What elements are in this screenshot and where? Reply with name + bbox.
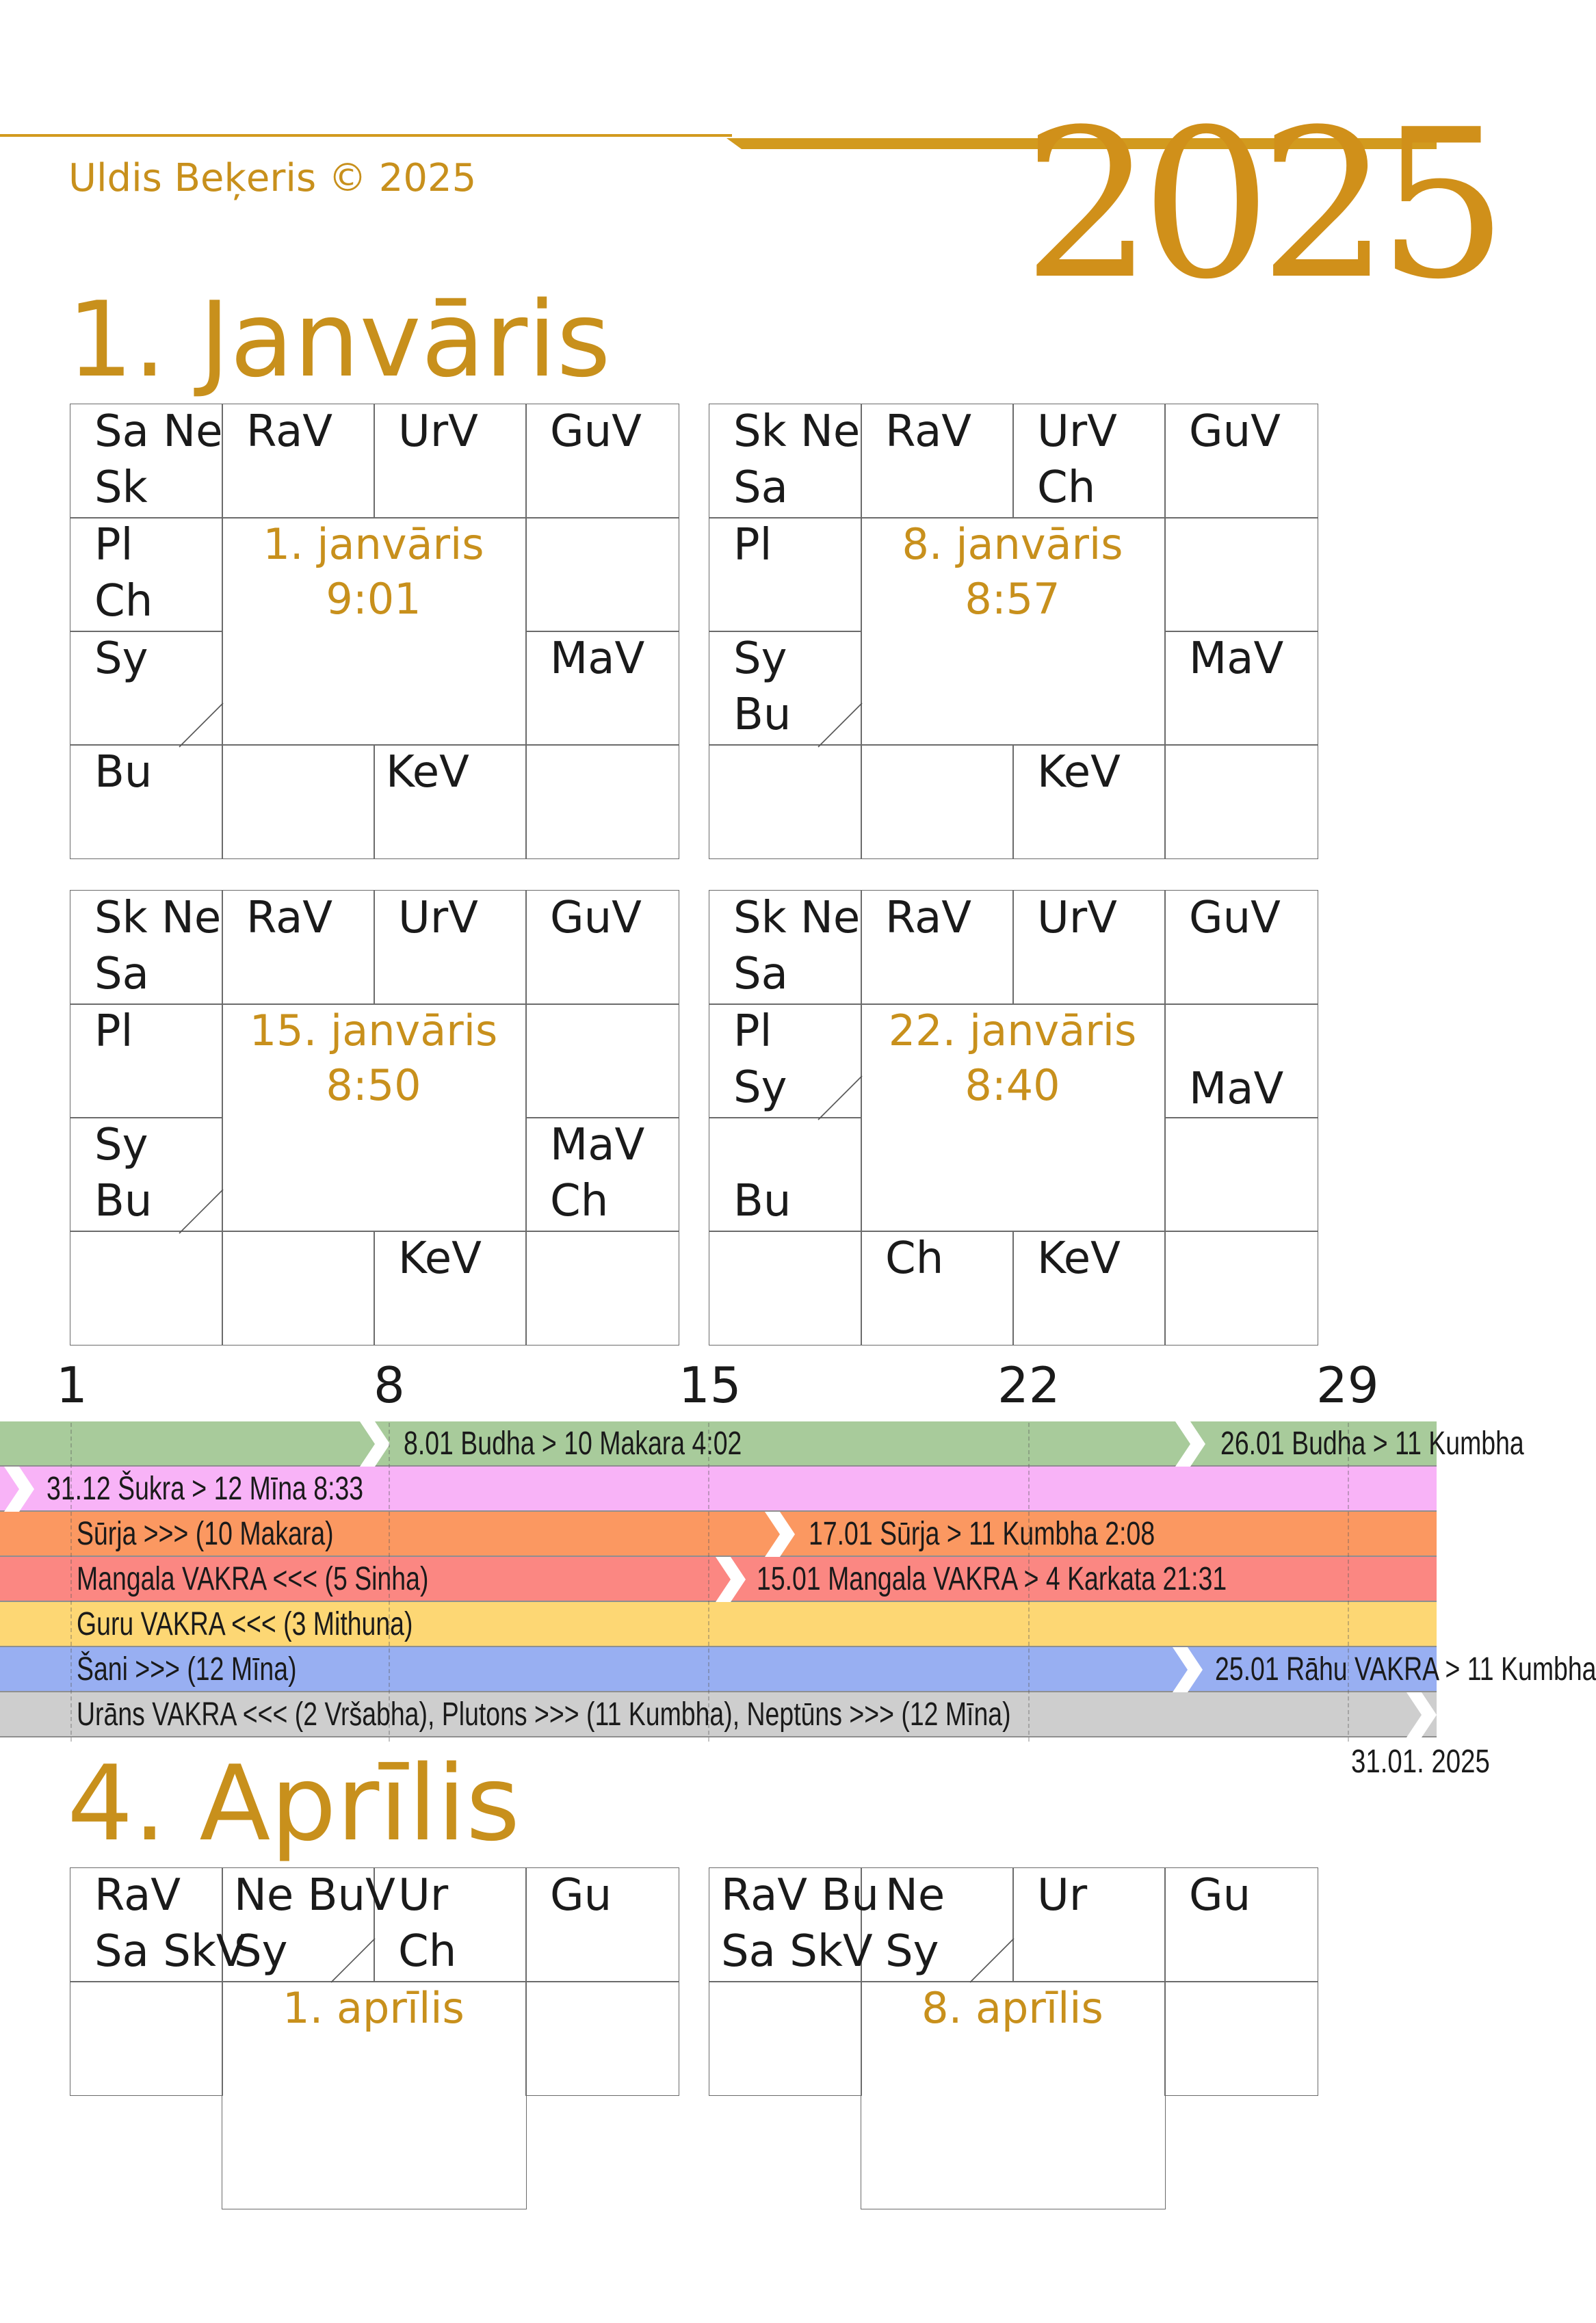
transit-change-marker	[1173, 1647, 1203, 1692]
transit-label: 31.12 Šukra > 12 Mīna 8:33	[47, 1471, 364, 1507]
transit-change-marker	[765, 1512, 795, 1557]
day-label-8: 8	[374, 1356, 405, 1414]
ascendant-marker	[818, 703, 862, 747]
house-2-planets: RaV	[885, 893, 972, 943]
transit-change-marker	[1407, 1692, 1437, 1737]
chart-date: 1. janvāris 9:01	[263, 519, 484, 624]
house-12-planets: Pl	[733, 520, 772, 570]
day-label-22: 22	[997, 1356, 1060, 1414]
transit-bar-surja	[0, 1512, 1437, 1557]
transit-bar-sukra	[0, 1467, 1437, 1512]
house-12-planets: Pl Sy	[733, 1006, 787, 1113]
house-4-planets: GuV	[1189, 893, 1281, 943]
transit-bar-guru	[0, 1602, 1437, 1647]
chart-date: 8. aprīlis	[921, 1983, 1103, 2033]
transit-label: 26.01 Budha > 11 Kumbha	[1220, 1426, 1524, 1462]
transit-label: 8.01 Budha > 10 Makara 4:02	[404, 1426, 742, 1462]
day-label-29: 29	[1316, 1356, 1379, 1414]
house-4-planets: GuV	[550, 406, 642, 457]
chart-date: 22. janvāris 8:40	[888, 1006, 1137, 1110]
chart-date: 1. aprīlis	[283, 1983, 465, 2033]
transit-label: Mangala VAKRA <<< (5 Sinha)	[77, 1561, 429, 1597]
transit-change-marker	[4, 1467, 34, 1512]
top-rule	[0, 134, 732, 137]
week-gridline	[1028, 1423, 1030, 1742]
house-1-planets: Sk Ne Sa	[733, 893, 861, 999]
ascendant-marker	[818, 1076, 862, 1120]
house-1-planets: RaV Bu Sa SkV	[721, 1870, 879, 1977]
transit-change-marker	[360, 1421, 390, 1467]
chart-date: 15. janvāris 8:50	[249, 1006, 498, 1110]
week-gridline	[389, 1423, 390, 1742]
week-gridline	[70, 1423, 72, 1742]
birth-chart-jan-8	[709, 404, 1318, 859]
house-12-planets: Pl Ch	[94, 520, 153, 627]
month-title-january: 1. Janvāris	[67, 279, 611, 400]
house-8-planets: KeV	[386, 747, 469, 798]
ascendant-marker	[970, 1939, 1014, 1982]
house-2-planets: RaV	[885, 406, 972, 457]
house-8-planets: KeV	[1037, 747, 1121, 798]
day-label-15: 15	[679, 1356, 742, 1414]
chart-date: 8. janvāris 8:57	[902, 519, 1123, 624]
house-1-planets: Sa Ne Sk	[94, 406, 223, 513]
timeline-end-date: 31.01. 2025	[1351, 1744, 1490, 1780]
transit-label: Urāns VAKRA <<< (2 Vršabha), Plutons >>> (11 Kumbha), Neptūns >>> (12 Mīna)	[77, 1696, 1011, 1733]
house-1-planets: RaV Sa SkV	[94, 1870, 246, 1977]
transit-bar-mangala	[0, 1557, 1437, 1602]
house-3-planets: UrV	[1037, 893, 1117, 943]
author-credit: Uldis Beķeris © 2025	[68, 156, 477, 200]
transit-label: Guru VAKRA <<< (3 Mithuna)	[77, 1606, 413, 1642]
house-4-planets: Gu	[1189, 1870, 1251, 1921]
house-3-planets: UrV Ch	[1037, 406, 1117, 513]
week-gridline	[1348, 1423, 1349, 1742]
house-4-planets: GuV	[1189, 406, 1281, 457]
house-8-planets: KeV	[1037, 1233, 1121, 1284]
year-title: 2025	[1023, 86, 1496, 324]
transit-label: Šani >>> (12 Mīna)	[77, 1651, 297, 1688]
house-6-planets: MaV	[1189, 633, 1284, 684]
birth-chart-apr-1	[70, 1867, 679, 2323]
transit-change-marker	[716, 1557, 746, 1602]
house-3-planets: Ur	[1037, 1870, 1088, 1921]
house-9-planets: Ch	[885, 1233, 944, 1284]
birth-chart-jan-22	[709, 890, 1318, 1346]
house-8-planets: KeV	[398, 1233, 482, 1284]
house-2-planets: RaV	[246, 406, 333, 457]
house-4-planets: Gu	[550, 1870, 612, 1921]
month-title-april: 4. Aprīlis	[67, 1743, 521, 1864]
house-6-planets: MaV	[550, 633, 645, 684]
ascendant-marker	[179, 1190, 223, 1233]
house-2-planets: Ne Sy	[885, 1870, 945, 1977]
transit-bar-sani	[0, 1647, 1596, 1692]
birth-chart-jan-15	[70, 890, 679, 1346]
house-3-planets: UrV	[398, 406, 478, 457]
house-10-planets: Bu	[94, 747, 153, 798]
house-1-planets: Sk Ne Sa	[733, 406, 861, 513]
house-5-planets: MaV	[1189, 1064, 1284, 1114]
house-1-planets: Sk Ne Sa	[94, 893, 222, 999]
day-label-1: 1	[56, 1356, 88, 1414]
transit-label: 25.01 Rāhu VAKRA > 11 Kumbha	[1215, 1651, 1596, 1688]
transit-label: 15.01 Mangala VAKRA > 4 Karkata 21:31	[757, 1561, 1227, 1597]
house-12-planets: Pl	[94, 1006, 133, 1057]
house-4-planets: GuV	[550, 893, 642, 943]
transit-label: Sūrja >>> (10 Makara)	[77, 1516, 334, 1552]
house-11-planets: Sy Bu	[733, 633, 792, 740]
ascendant-marker	[179, 703, 223, 747]
house-11-planets: Bu	[733, 1176, 792, 1226]
house-2-planets: Ne BuV Sy	[234, 1870, 395, 1977]
house-11-planets: Sy Bu	[94, 1120, 153, 1226]
house-3-planets: Ur Ch	[398, 1870, 457, 1977]
birth-chart-apr-8	[709, 1867, 1318, 2323]
transit-bar-outer-planets	[0, 1692, 1437, 1737]
transit-bar-budha	[0, 1421, 1524, 1467]
house-11-planets: Sy	[94, 633, 148, 684]
house-3-planets: UrV	[398, 893, 478, 943]
week-gridline	[708, 1423, 709, 1742]
house-2-planets: RaV	[246, 893, 333, 943]
transit-label: 17.01 Sūrja > 11 Kumbha 2:08	[809, 1516, 1155, 1552]
house-6-planets: MaV Ch	[550, 1120, 645, 1226]
transit-change-marker	[1175, 1421, 1205, 1467]
birth-chart-jan-1	[70, 404, 679, 859]
